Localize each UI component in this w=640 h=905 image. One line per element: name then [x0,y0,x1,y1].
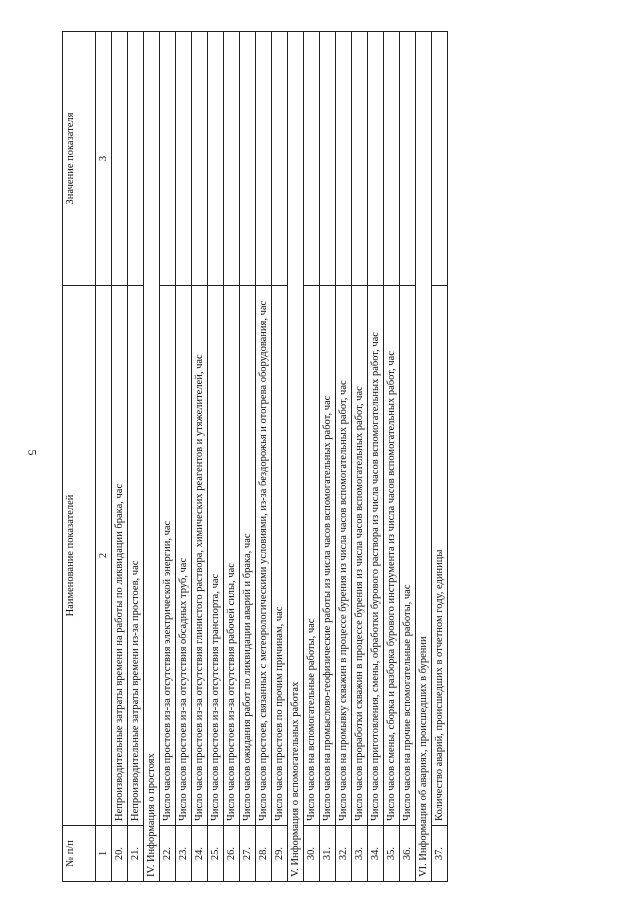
indicator-name: Число часов на прочие вспомогательные работы, час [400,286,416,826]
table-row [272,32,288,882]
table-row [320,32,336,882]
indicator-name: Количество аварий, происшедших в отчетном году, единицы [432,286,448,826]
indicator-value[interactable] [352,32,368,286]
indicator-value[interactable] [432,32,448,286]
indicator-value[interactable] [304,32,320,286]
row-number: 29. [272,826,288,882]
row-number: 20. [112,826,128,882]
indicator-value[interactable] [224,32,240,286]
indicator-name: Число часов простоев из-за отсутствия обсадных труб, час [176,286,192,826]
table-row [160,32,176,882]
table-body [112,32,448,882]
row-number: 33. [352,826,368,882]
section-title: VI. Информация об авариях, происшедших в бурении [416,32,432,882]
row-number: 35. [384,826,400,882]
table-row [176,32,192,882]
row-number: 21. [128,826,144,882]
row-number: 32. [336,826,352,882]
table-row [336,32,352,882]
indicators-table [62,31,448,882]
indicator-value[interactable] [368,32,384,286]
row-number: 24. [192,826,208,882]
section-title: IV. Информация о простоях [144,32,160,882]
indicator-name: Число часов простоев из-за отсутствия электрической энергии, час [160,286,176,826]
table-row [208,32,224,882]
indicator-value[interactable] [112,32,128,286]
table-row [192,32,208,882]
row-number: 34. [368,826,384,882]
row-number: 25. [208,826,224,882]
indicator-value[interactable] [208,32,224,286]
row-number: 26. [224,826,240,882]
table-row [224,32,240,882]
indicator-value[interactable] [320,32,336,286]
header-name: Наименование показателей [63,286,96,826]
row-number: 31. [320,826,336,882]
table-row [256,32,272,882]
section-row [416,32,432,882]
table-row [384,32,400,882]
indicator-value[interactable] [384,32,400,286]
header-num: № п/п [63,826,96,882]
rotated-page-content [62,32,582,882]
indicator-name: Число часов простоев по прочим причинам, час [272,286,288,826]
indicator-value[interactable] [336,32,352,286]
indicator-name: Число часов ожидания работ по ликвидации аварий и брака, час [240,286,256,826]
table-row [128,32,144,882]
indicator-value[interactable] [160,32,176,286]
table-row [432,32,448,882]
row-number: 28. [256,826,272,882]
table-row [112,32,128,882]
indicator-name: Число часов простоев из-за отсутствия рабочей силы, час [224,286,240,826]
indicator-name: Число часов проработки скважин в процессе бурения из числа часов вспомогательных работ, час [352,286,368,826]
table-row [400,32,416,882]
indicator-name: Число часов на промывку скважин в процессе бурения из числа часов вспомогательных работ, час [336,286,352,826]
section-row [144,32,160,882]
row-number: 23. [176,826,192,882]
indicator-value[interactable] [192,32,208,286]
indicator-value[interactable] [256,32,272,286]
indicator-name: Число часов простоев, связанных с метеорологическими условиями, из-за бездорожья и отогрева оборудования, час [256,286,272,826]
indicator-name: Число часов смены, сборка и разборка бурового инструмента из числа часов вспомогательных работ, час [384,286,400,826]
indicator-name: Число часов простоев из-за отсутствия транспорта, час [208,286,224,826]
table-row [240,32,256,882]
page-number: 5 [25,449,40,456]
indicator-value[interactable] [176,32,192,286]
header-value: Значение показателя [63,32,96,286]
table-header-row [63,32,96,882]
indicator-value[interactable] [400,32,416,286]
indicator-name: Непроизводительные затраты времени из-за простоев, час [128,286,144,826]
row-number: 30. [304,826,320,882]
row-number: 27. [240,826,256,882]
column-index-2: 2 [96,286,112,826]
indicator-value[interactable] [128,32,144,286]
indicator-name: Непроизводительные затраты времени на работы по ликвидации брака, час [112,286,128,826]
indicator-value[interactable] [272,32,288,286]
row-number: 37. [432,826,448,882]
row-number: 36. [400,826,416,882]
table-row [368,32,384,882]
indicator-name: Число часов простоев из-за отсутствия глинистого раствора, химических реагентов и утяжелителей, час [192,286,208,826]
indicator-name: Число часов приготовления, смены, обработки бурового раствора из числа часов вспомогательных работ, час [368,286,384,826]
table-row [352,32,368,882]
column-index-1: 1 [96,826,112,882]
row-number: 22. [160,826,176,882]
indicator-value[interactable] [240,32,256,286]
indicator-name: Число часов на промыслово-геофизические работы из числа часов вспомогательных работ, час [320,286,336,826]
section-row [288,32,304,882]
table-row [304,32,320,882]
column-index-3: 3 [96,32,112,286]
section-title: V. Информация о вспомогательных работах [288,32,304,882]
indicator-name: Число часов на вспомогательные работы, час [304,286,320,826]
column-index-row [96,32,112,882]
